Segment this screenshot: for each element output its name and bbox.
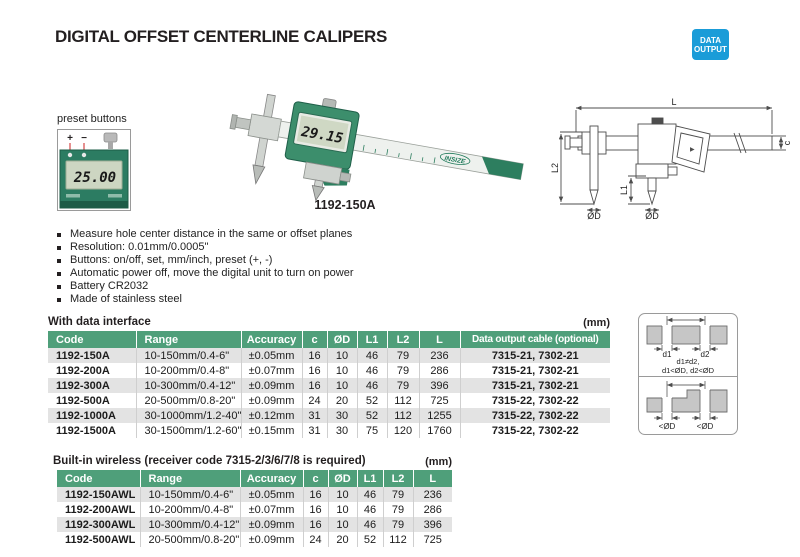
table-cell: ±0.09mm [241,393,302,408]
header-row [57,470,452,487]
table-row [57,517,452,532]
table-cell: 52 [357,532,383,547]
table-cell: ±0.05mm [241,348,302,363]
preset-plus-button[interactable] [68,153,72,157]
feature-item: Battery CR2032 [57,280,537,293]
table-cell: 10-200mm/0.4-8" [136,363,241,378]
dim-label-L: L [671,97,677,107]
application-inset-box [638,313,738,435]
caliper-lcd-value: 29.15 [300,123,345,148]
table-cell: 79 [383,517,413,532]
table-cell: 46 [357,502,383,517]
caliper-photo [228,92,533,204]
table-cell: 112 [387,408,419,423]
column-header: L [413,470,452,487]
column-header: Data output cable (optional) [460,331,610,348]
preset-display-illustration [58,130,130,210]
table-cell: 7315-22, 7302-22 [491,394,579,407]
table-cell: 52 [357,393,387,408]
table-cell: ±0.09mm [240,517,303,532]
feature-item: Buttons: on/off, set, mm/inch, preset (+, -) [57,254,537,267]
column-header: c [302,331,327,348]
table-cell: 10-300mm/0.4-12" [136,378,241,393]
column-header: Accuracy [240,470,303,487]
table-cell: ±0.09mm [240,532,303,547]
table-cell: 10 [328,487,357,502]
left-cone-tip [250,165,265,185]
table-cell: 79 [387,348,419,363]
table-cell: 10-150mm/0.4-6" [140,487,240,502]
table-cell: 112 [387,393,419,408]
column-header: L1 [357,331,387,348]
table-cell: 7315-22, 7302-22 [460,408,610,423]
table-cell: 46 [357,363,387,378]
inset-d2-label: d2 [700,350,710,358]
inset-bottom-cell [639,378,737,434]
table-cell: 10 [327,378,357,393]
feature-item: Measure hole center distance in the same or offset planes [57,228,537,241]
table1-title: With data interface [48,316,151,328]
table-cell: 7315-21, 7302-21 [491,364,579,377]
outline-left-cone [590,190,598,204]
table-cell: 120 [387,423,419,438]
table2-title: Built-in wireless (receiver code 7315-2/3/6/7/8 is required) [53,455,366,467]
table-cell: 16 [303,487,328,502]
data-interface-table [48,331,610,438]
table-row [48,408,610,423]
unit-print-left [66,194,80,198]
left-slider-block [248,114,281,141]
table-row [57,502,452,517]
table-cell: 10 [327,348,357,363]
table-cell: 31 [302,423,327,438]
table-cell: 10-200mm/0.4-8" [140,502,240,517]
dim-label-c: c [782,140,792,146]
table-cell: 46 [357,348,387,363]
table-cell: 79 [383,502,413,517]
preset-plus-label: + [67,133,73,144]
table-row [48,423,610,438]
table-cell: 31 [302,408,327,423]
table-cell: 725 [423,533,442,546]
offset-holes-diagram [639,314,737,358]
table-cell: 10-150mm/0.4-6" [136,348,241,363]
preset-minus-label: − [81,133,87,144]
table-cell: 1192-300AWL [57,517,140,532]
dim-label-dright: ØD [645,211,659,220]
table-cell: 10-300mm/0.4-12" [140,517,240,532]
column-header: ØD [328,470,357,487]
table-cell: 75 [357,423,387,438]
table-cell: 79 [383,487,413,502]
table-cell: 20-500mm/0.8-20" [136,393,241,408]
table-cell: 30-1000mm/1.2-40" [136,408,241,423]
column-header: L2 [387,331,419,348]
dim-label-L1: L1 [619,184,629,196]
table-cell: 1192-150AWL [57,487,140,502]
table1-unit: (mm) [583,317,610,329]
inset-caption-line1: d1≠d2, [676,357,700,366]
column-header: Range [136,331,241,348]
table-cell: 112 [383,532,413,547]
table-cell: 46 [357,517,383,532]
table-cell: 16 [302,348,327,363]
table-cell: 16 [302,363,327,378]
table-cell: 79 [387,363,419,378]
table-cell: 7315-21, 7302-21 [460,378,610,393]
table2-unit: (mm) [425,456,452,468]
table-cell: 10 [328,502,357,517]
column-header: Code [48,331,136,348]
table-cell: 20 [328,532,357,547]
table-cell: 46 [357,487,383,502]
wireless-table [57,470,452,547]
outline-unit [638,124,676,164]
table-cell: 16 [303,517,328,532]
column-header: Accuracy [241,331,302,348]
table-cell: ±0.15mm [241,423,302,438]
caliper-model-label: 1192-150A [314,198,376,212]
table-cell: 236 [419,348,460,363]
table-cell: 7315-21, 7302-21 [460,348,610,363]
stepped-holes-diagram [639,378,737,434]
depth-knob-stem [108,142,113,149]
table-cell: 1192-200A [48,363,136,378]
table-cell: 396 [413,517,452,532]
feature-item: Automatic power off, move the digital unit to turn on power [57,267,537,280]
table-row [57,487,452,502]
table-row [48,363,610,378]
table-cell: 24 [302,393,327,408]
table-cell: 16 [303,502,328,517]
outline-right-cone [648,191,656,204]
column-header: L2 [383,470,413,487]
table-cell: 725 [419,393,460,408]
table-cell: 1192-500AWL [57,532,140,547]
table-cell: 30 [327,408,357,423]
table-cell: ±0.12mm [241,408,302,423]
column-header: L [419,331,460,348]
table-cell: 1192-300A [48,378,136,393]
table-cell: 20-500mm/0.8-20" [140,532,240,547]
feature-item: Resolution: 0.01mm/0.0005" [57,241,537,254]
table-cell: 10 [328,517,357,532]
brand-logo-text: INSIZE [443,155,466,166]
table-cell: 286 [423,503,442,516]
header-row [48,331,610,348]
data-output-badge [692,29,729,60]
left-screw [235,117,251,129]
table-cell: 30-1500mm/1.2-60" [136,423,241,438]
bracket-thumbscrew[interactable] [340,172,351,182]
inset-top-cell [639,314,737,377]
outline-right-rod [648,178,656,191]
table-cell: 396 [419,378,460,393]
table-cell: 1192-150A [48,348,136,363]
table-row [48,378,610,393]
table-cell: ±0.05mm [240,487,303,502]
dim-label-L2: L2 [550,162,560,174]
inset-caption-line2: d1<ØD, d2<ØD [661,366,715,375]
column-header: L1 [357,470,383,487]
data-output-badge-line1: DATA [699,35,722,45]
column-header: Range [140,470,240,487]
inset-ltD-left-label: <ØD [658,422,676,431]
display-arrow-glyph: ▶ [690,147,695,153]
table-cell: 1255 [419,408,460,423]
feature-item: Made of stainless steel [57,293,537,306]
table-row [48,348,610,363]
table-cell: 1192-500A [48,393,136,408]
preset-minus-button[interactable] [82,153,86,157]
outline-left-rod [590,126,598,190]
table-cell: ±0.07mm [241,363,302,378]
feature-list [57,228,537,306]
table-cell: 24 [303,532,328,547]
unit-bottom-strip [60,201,128,208]
column-header: c [303,470,328,487]
table-cell: 236 [413,487,452,502]
table-cell: 16 [302,378,327,393]
preset-buttons-image [57,129,131,211]
table-cell: 7315-22, 7302-22 [491,424,579,437]
table-row [48,393,610,408]
inset-d1-label: d1 [662,350,672,358]
table-cell: 1760 [419,423,460,438]
table-cell: 46 [357,378,387,393]
unit-print-right [108,194,122,198]
table-cell: 52 [357,408,387,423]
table-cell: 30 [327,423,357,438]
outline-diagram [550,96,798,220]
inset-ltD-right-label: <ØD [696,422,714,431]
table-cell: 10 [327,363,357,378]
table-row [57,532,452,547]
preset-lcd-value: 25.00 [73,170,117,186]
depth-knob [104,133,117,142]
table-cell: 20 [327,393,357,408]
column-header: Code [57,470,140,487]
table-cell: ±0.07mm [240,502,303,517]
preset-buttons-label: preset buttons [57,113,127,125]
table-cell: 286 [419,363,460,378]
table-cell: 1192-1500A [48,423,136,438]
table-cell: 79 [387,378,419,393]
data-output-badge-line2: OUTPUT [694,44,727,54]
column-header: ØD [327,331,357,348]
table-cell: 1192-1000A [48,408,136,423]
dim-label-dleft: ØD [587,211,601,220]
table-cell: 1192-200AWL [57,502,140,517]
page-title: DIGITAL OFFSET CENTERLINE CALIPERS [55,27,388,46]
table-cell: ±0.09mm [241,378,302,393]
